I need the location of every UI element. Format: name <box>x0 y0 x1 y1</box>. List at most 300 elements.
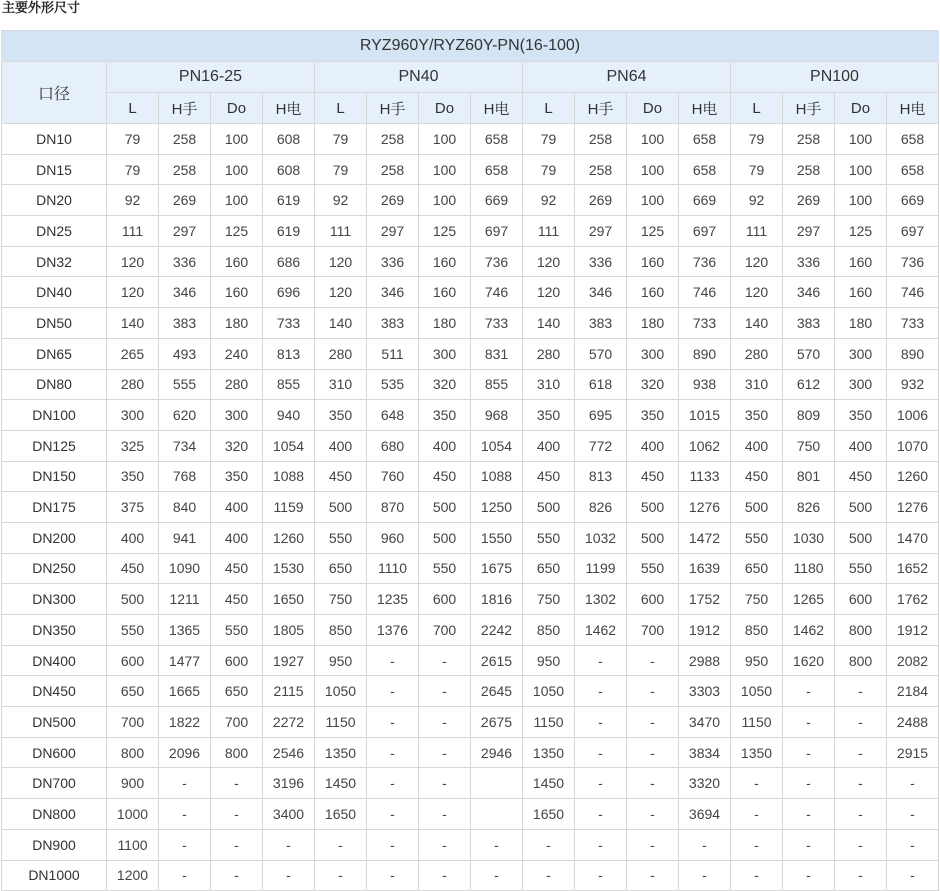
value-cell: 120 <box>315 246 367 277</box>
value-cell: 746 <box>471 277 523 308</box>
value-cell: 1180 <box>783 553 835 584</box>
value-cell: 800 <box>835 615 887 646</box>
value-cell: - <box>835 799 887 830</box>
value-cell: 1006 <box>887 400 939 431</box>
value-cell: 160 <box>627 277 679 308</box>
column-header-row <box>2 93 939 124</box>
value-cell: 1912 <box>679 615 731 646</box>
value-cell: - <box>419 707 471 738</box>
value-cell: 140 <box>315 308 367 339</box>
value-cell: 1050 <box>731 676 783 707</box>
value-cell: - <box>887 768 939 799</box>
column-header: H电 <box>263 93 315 124</box>
value-cell: - <box>575 737 627 768</box>
value-cell: 92 <box>523 185 575 216</box>
value-cell: - <box>731 768 783 799</box>
value-cell: 1110 <box>367 553 419 584</box>
value-cell: - <box>887 799 939 830</box>
value-cell: - <box>731 799 783 830</box>
value-cell: 400 <box>419 430 471 461</box>
value-cell: 658 <box>471 154 523 185</box>
value-cell: 100 <box>835 154 887 185</box>
value-cell: 400 <box>315 430 367 461</box>
value-cell: 297 <box>783 216 835 247</box>
value-cell: - <box>783 676 835 707</box>
value-cell: 733 <box>679 308 731 339</box>
value-cell: 297 <box>159 216 211 247</box>
table-row <box>2 308 939 339</box>
value-cell: 1211 <box>159 584 211 615</box>
value-cell: 300 <box>835 369 887 400</box>
value-cell: 1620 <box>783 645 835 676</box>
table-row <box>2 461 939 492</box>
value-cell: 3470 <box>679 707 731 738</box>
value-cell: 736 <box>887 246 939 277</box>
value-cell: 1927 <box>263 645 315 676</box>
value-cell: 1665 <box>159 676 211 707</box>
value-cell: 310 <box>731 369 783 400</box>
value-cell: 500 <box>627 522 679 553</box>
value-cell: 1650 <box>315 799 367 830</box>
value-cell: 120 <box>523 277 575 308</box>
value-cell: 1054 <box>263 430 315 461</box>
value-cell: 3400 <box>263 799 315 830</box>
value-cell: 831 <box>471 338 523 369</box>
value-cell: - <box>419 676 471 707</box>
value-cell: 697 <box>679 216 731 247</box>
value-cell: 450 <box>627 461 679 492</box>
value-cell: 760 <box>367 461 419 492</box>
value-cell: 1088 <box>263 461 315 492</box>
diameter-cell: DN400 <box>2 645 107 676</box>
value-cell: 1032 <box>575 522 627 553</box>
value-cell: 658 <box>471 124 523 155</box>
value-cell: - <box>367 737 419 768</box>
value-cell: 550 <box>523 522 575 553</box>
value-cell: 1260 <box>887 461 939 492</box>
value-cell: 383 <box>159 308 211 339</box>
column-header: L <box>523 93 575 124</box>
value-cell: - <box>835 768 887 799</box>
value-cell: - <box>211 860 263 891</box>
value-cell: 669 <box>471 185 523 216</box>
table-row <box>2 369 939 400</box>
value-cell: 111 <box>107 216 159 247</box>
value-cell: 850 <box>315 615 367 646</box>
value-cell: 1302 <box>575 584 627 615</box>
value-cell: 696 <box>263 277 315 308</box>
value-cell: - <box>419 799 471 830</box>
value-cell: 258 <box>783 124 835 155</box>
value-cell: - <box>835 737 887 768</box>
value-cell: 1816 <box>471 584 523 615</box>
value-cell: 2675 <box>471 707 523 738</box>
value-cell: 111 <box>315 216 367 247</box>
value-cell: 700 <box>107 707 159 738</box>
table-row <box>2 124 939 155</box>
value-cell: - <box>627 860 679 891</box>
value-cell: 280 <box>211 369 263 400</box>
table-row <box>2 707 939 738</box>
value-cell: 1762 <box>887 584 939 615</box>
diameter-cell: DN80 <box>2 369 107 400</box>
value-cell: 669 <box>887 185 939 216</box>
value-cell: 3320 <box>679 768 731 799</box>
value-cell: 550 <box>627 553 679 584</box>
value-cell: 700 <box>419 615 471 646</box>
table-row <box>2 645 939 676</box>
diameter-cell: DN15 <box>2 154 107 185</box>
value-cell: 619 <box>263 216 315 247</box>
value-cell <box>471 768 523 799</box>
value-cell: 570 <box>575 338 627 369</box>
value-cell: 941 <box>159 522 211 553</box>
diameter-cell: DN350 <box>2 615 107 646</box>
value-cell: 500 <box>315 492 367 523</box>
value-cell: 2915 <box>887 737 939 768</box>
diameter-cell: DN200 <box>2 522 107 553</box>
value-cell: 450 <box>107 553 159 584</box>
column-header: L <box>107 93 159 124</box>
value-cell: - <box>471 860 523 891</box>
value-cell: 120 <box>731 277 783 308</box>
value-cell: 1050 <box>523 676 575 707</box>
value-cell: 383 <box>575 308 627 339</box>
value-cell: 2096 <box>159 737 211 768</box>
diameter-cell: DN500 <box>2 707 107 738</box>
value-cell: 648 <box>367 400 419 431</box>
value-cell: 400 <box>523 430 575 461</box>
value-cell: 111 <box>523 216 575 247</box>
value-cell: - <box>575 860 627 891</box>
value-cell: - <box>367 829 419 860</box>
value-cell: 500 <box>419 522 471 553</box>
diameter-cell: DN100 <box>2 400 107 431</box>
value-cell: 850 <box>523 615 575 646</box>
value-cell: - <box>367 768 419 799</box>
value-cell: 160 <box>835 277 887 308</box>
diameter-cell: DN150 <box>2 461 107 492</box>
value-cell: - <box>679 860 731 891</box>
value-cell: - <box>731 860 783 891</box>
value-cell: 350 <box>315 400 367 431</box>
value-cell: 697 <box>887 216 939 247</box>
value-cell: 1133 <box>679 461 731 492</box>
value-cell: 3694 <box>679 799 731 830</box>
pressure-row <box>2 62 939 93</box>
value-cell: 160 <box>211 277 263 308</box>
table-row <box>2 860 939 891</box>
value-cell: 180 <box>627 308 679 339</box>
value-cell: 160 <box>211 246 263 277</box>
value-cell: 100 <box>627 124 679 155</box>
value-cell: 336 <box>367 246 419 277</box>
diameter-cell: DN40 <box>2 277 107 308</box>
value-cell: 612 <box>783 369 835 400</box>
value-cell: 92 <box>731 185 783 216</box>
value-cell: 120 <box>523 246 575 277</box>
value-cell: 801 <box>783 461 835 492</box>
value-cell: 1530 <box>263 553 315 584</box>
column-header: H电 <box>471 93 523 124</box>
value-cell: - <box>211 799 263 830</box>
value-cell: 768 <box>159 461 211 492</box>
value-cell: 1090 <box>159 553 211 584</box>
value-cell: 800 <box>835 645 887 676</box>
value-cell: 269 <box>159 185 211 216</box>
value-cell: 608 <box>263 154 315 185</box>
value-cell: 850 <box>731 615 783 646</box>
value-cell: 125 <box>835 216 887 247</box>
value-cell: 350 <box>523 400 575 431</box>
diameter-cell: DN32 <box>2 246 107 277</box>
value-cell: 346 <box>575 277 627 308</box>
diameter-cell: DN600 <box>2 737 107 768</box>
value-cell: 658 <box>887 154 939 185</box>
value-cell: 1150 <box>523 707 575 738</box>
value-cell: 2645 <box>471 676 523 707</box>
value-cell: 600 <box>419 584 471 615</box>
value-cell: 280 <box>107 369 159 400</box>
value-cell: 100 <box>419 185 471 216</box>
value-cell: 450 <box>315 461 367 492</box>
value-cell: 746 <box>679 277 731 308</box>
value-cell: 511 <box>367 338 419 369</box>
value-cell: 258 <box>367 124 419 155</box>
value-cell: 2988 <box>679 645 731 676</box>
value-cell: - <box>731 829 783 860</box>
table-row <box>2 829 939 860</box>
value-cell: 450 <box>211 553 263 584</box>
value-cell: 870 <box>367 492 419 523</box>
value-cell: 1912 <box>887 615 939 646</box>
value-cell: 79 <box>731 154 783 185</box>
value-cell: 258 <box>575 124 627 155</box>
value-cell: 300 <box>627 338 679 369</box>
value-cell: - <box>367 707 419 738</box>
value-cell: 500 <box>731 492 783 523</box>
value-cell: 1822 <box>159 707 211 738</box>
value-cell: - <box>367 799 419 830</box>
value-cell: 1550 <box>471 522 523 553</box>
value-cell: 269 <box>783 185 835 216</box>
value-cell: 240 <box>211 338 263 369</box>
value-cell: 92 <box>107 185 159 216</box>
value-cell: - <box>575 707 627 738</box>
value-cell: 160 <box>419 246 471 277</box>
value-cell: 960 <box>367 522 419 553</box>
pressure-group-header: PN40 <box>315 62 523 93</box>
value-cell: 320 <box>627 369 679 400</box>
value-cell: 79 <box>315 124 367 155</box>
value-cell: 1650 <box>263 584 315 615</box>
value-cell: 950 <box>315 645 367 676</box>
value-cell: - <box>315 860 367 891</box>
value-cell: - <box>887 829 939 860</box>
value-cell: 1462 <box>575 615 627 646</box>
value-cell: 1650 <box>523 799 575 830</box>
value-cell: 79 <box>523 154 575 185</box>
value-cell: 100 <box>835 185 887 216</box>
table-row <box>2 737 939 768</box>
value-cell: 400 <box>211 522 263 553</box>
value-cell: 310 <box>523 369 575 400</box>
diameter-cell: DN25 <box>2 216 107 247</box>
value-cell: 550 <box>731 522 783 553</box>
value-cell: 258 <box>367 154 419 185</box>
value-cell: - <box>315 829 367 860</box>
value-cell: 100 <box>835 124 887 155</box>
value-cell: 658 <box>679 154 731 185</box>
value-cell: - <box>523 829 575 860</box>
value-cell: 686 <box>263 246 315 277</box>
value-cell: 1376 <box>367 615 419 646</box>
value-cell: 1000 <box>107 799 159 830</box>
value-cell: 1675 <box>471 553 523 584</box>
value-cell: 550 <box>835 553 887 584</box>
value-cell: 400 <box>731 430 783 461</box>
value-cell: 650 <box>107 676 159 707</box>
value-cell: 3303 <box>679 676 731 707</box>
value-cell: 320 <box>211 430 263 461</box>
column-header: L <box>731 93 783 124</box>
value-cell: 890 <box>887 338 939 369</box>
value-cell: 813 <box>575 461 627 492</box>
value-cell: 2082 <box>887 645 939 676</box>
value-cell: 950 <box>731 645 783 676</box>
value-cell: - <box>211 768 263 799</box>
value-cell: 1470 <box>887 522 939 553</box>
value-cell: 1015 <box>679 400 731 431</box>
value-cell: - <box>419 645 471 676</box>
value-cell: 1462 <box>783 615 835 646</box>
value-cell: 500 <box>835 492 887 523</box>
value-cell: - <box>679 829 731 860</box>
pressure-group-header: PN100 <box>731 62 939 93</box>
table-row <box>2 676 939 707</box>
value-cell: 346 <box>367 277 419 308</box>
value-cell: - <box>159 768 211 799</box>
diameter-cell: DN125 <box>2 430 107 461</box>
value-cell: - <box>575 768 627 799</box>
table-row <box>2 338 939 369</box>
value-cell: 320 <box>419 369 471 400</box>
value-cell: 555 <box>159 369 211 400</box>
value-cell: 550 <box>315 522 367 553</box>
value-cell: 350 <box>107 461 159 492</box>
value-cell: 2615 <box>471 645 523 676</box>
diameter-cell: DN700 <box>2 768 107 799</box>
value-cell: - <box>159 860 211 891</box>
diameter-cell: DN50 <box>2 308 107 339</box>
value-cell: - <box>783 799 835 830</box>
diameter-header: 口径 <box>2 62 107 124</box>
value-cell: 400 <box>835 430 887 461</box>
value-cell: 350 <box>835 400 887 431</box>
value-cell: 79 <box>107 154 159 185</box>
value-cell: 1062 <box>679 430 731 461</box>
value-cell: 1199 <box>575 553 627 584</box>
value-cell: - <box>263 860 315 891</box>
value-cell: 1276 <box>887 492 939 523</box>
value-cell: 400 <box>107 522 159 553</box>
value-cell: 350 <box>419 400 471 431</box>
value-cell: 120 <box>107 246 159 277</box>
value-cell: 92 <box>315 185 367 216</box>
model-title: RYZ960Y/RYZ60Y-PN(16-100) <box>2 31 939 62</box>
value-cell: 375 <box>107 492 159 523</box>
value-cell: 336 <box>575 246 627 277</box>
value-cell: 297 <box>575 216 627 247</box>
value-cell: 1159 <box>263 492 315 523</box>
value-cell: 258 <box>575 154 627 185</box>
value-cell: 450 <box>523 461 575 492</box>
value-cell: 258 <box>159 124 211 155</box>
value-cell: 658 <box>679 124 731 155</box>
value-cell: - <box>523 860 575 891</box>
value-cell: 535 <box>367 369 419 400</box>
diameter-cell: DN175 <box>2 492 107 523</box>
value-cell: - <box>627 676 679 707</box>
value-cell: - <box>367 645 419 676</box>
table-row <box>2 216 939 247</box>
value-cell: 100 <box>627 185 679 216</box>
value-cell: 140 <box>107 308 159 339</box>
value-cell: 618 <box>575 369 627 400</box>
diameter-cell: DN10 <box>2 124 107 155</box>
value-cell: 160 <box>835 246 887 277</box>
column-header: L <box>315 93 367 124</box>
table-row <box>2 277 939 308</box>
value-cell: 1150 <box>731 707 783 738</box>
value-cell: 258 <box>783 154 835 185</box>
value-cell: 750 <box>731 584 783 615</box>
value-cell: 120 <box>731 246 783 277</box>
value-cell: - <box>471 829 523 860</box>
value-cell: 2115 <box>263 676 315 707</box>
value-cell: 570 <box>783 338 835 369</box>
value-cell: 650 <box>211 676 263 707</box>
value-cell: 325 <box>107 430 159 461</box>
value-cell: 900 <box>107 768 159 799</box>
value-cell: 600 <box>627 584 679 615</box>
table-row <box>2 430 939 461</box>
value-cell: - <box>159 829 211 860</box>
value-cell: 125 <box>211 216 263 247</box>
value-cell: 450 <box>211 584 263 615</box>
value-cell: 940 <box>263 400 315 431</box>
value-cell: 125 <box>627 216 679 247</box>
value-cell: 280 <box>523 338 575 369</box>
table-row <box>2 400 939 431</box>
value-cell: 1070 <box>887 430 939 461</box>
value-cell: 750 <box>783 430 835 461</box>
value-cell: 1054 <box>471 430 523 461</box>
diameter-cell: DN450 <box>2 676 107 707</box>
value-cell: 1639 <box>679 553 731 584</box>
table-row <box>2 154 939 185</box>
value-cell: 269 <box>367 185 419 216</box>
value-cell: - <box>887 860 939 891</box>
value-cell: 111 <box>731 216 783 247</box>
value-cell: 608 <box>263 124 315 155</box>
value-cell: 550 <box>419 553 471 584</box>
value-cell: 855 <box>471 369 523 400</box>
value-cell: 336 <box>783 246 835 277</box>
value-cell: - <box>211 829 263 860</box>
value-cell: 1050 <box>315 676 367 707</box>
value-cell: 2272 <box>263 707 315 738</box>
